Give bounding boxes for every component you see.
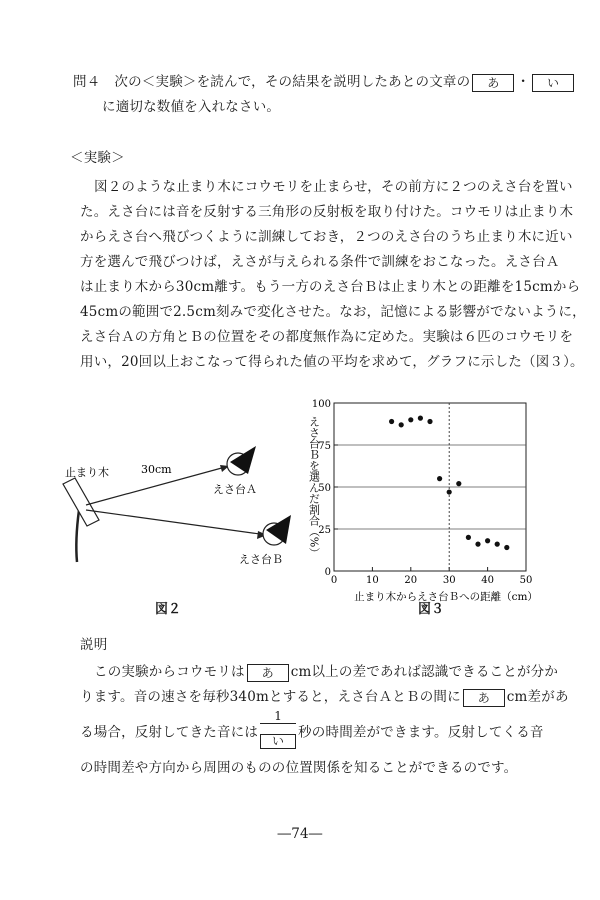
x-tick-label: 40 xyxy=(481,575,494,586)
feeder-b-icon xyxy=(263,515,291,545)
experiment-line: た。えさ台には音を反射する三角形の反射板を取り付けた。コウモリは止まり木 xyxy=(80,204,574,220)
x-tick-label: 10 xyxy=(366,575,379,586)
y-tick-label: 50 xyxy=(318,483,331,494)
question-text: 次の＜実験＞を読んで，その結果を説明したあとの文章の xyxy=(114,74,471,90)
data-point xyxy=(447,489,452,494)
perch-label: 止まり木 xyxy=(65,466,109,479)
x-tick-label: 30 xyxy=(442,575,456,586)
data-point xyxy=(466,535,471,540)
data-point xyxy=(485,538,490,543)
data-point xyxy=(389,419,394,424)
fraction-numerator: 1 xyxy=(260,710,296,724)
data-point xyxy=(475,542,480,547)
figure-2-diagram xyxy=(55,440,315,580)
explanation-line-1: この実験からコウモリは あ cm以上の差であれば認識できることが分か xyxy=(94,664,559,680)
answer-box-i: い xyxy=(260,734,296,749)
data-point xyxy=(437,476,442,481)
explanation-line-3: る場合，反射してきた音には $\frac{1}{\text{い}}$ 秒の時間差ができます。反射してくる音 xyxy=(80,710,569,756)
answer-box-a: あ xyxy=(472,74,514,92)
figure-3-chart xyxy=(300,395,545,610)
y-tick-label: 75 xyxy=(318,441,331,452)
feeder-a-label: えさ台Ａ xyxy=(213,483,257,496)
experiment-line: えさ台Ａの方角とＢの位置をその都度無作為に定めた。実験は６匹のコウモリを xyxy=(80,329,574,345)
question-number: 問４ xyxy=(73,74,101,90)
page-number: ―74― xyxy=(277,826,323,842)
experiment-heading: ＜実験＞ xyxy=(70,150,125,166)
explanation-line-4: の時間差や方向から周囲のものの位置関係を知ることができるのです。 xyxy=(80,760,518,776)
experiment-body xyxy=(80,175,586,375)
distance-label: 30cm xyxy=(141,463,172,476)
answer-box-i: い xyxy=(532,74,574,92)
data-point xyxy=(408,417,413,422)
experiment-line: 方を選んで飛びつけば，えさが与えられる条件で訓練をおこなった。えさ台Ａ xyxy=(80,254,560,270)
data-point xyxy=(495,542,500,547)
arrow-to-feeder-b xyxy=(86,510,267,535)
perch-stick xyxy=(76,510,79,562)
feeder-b-label: えさ台Ｂ xyxy=(239,553,283,566)
question-line-1 xyxy=(73,70,576,95)
y-tick-label: 100 xyxy=(311,399,331,410)
data-point xyxy=(418,416,423,421)
x-axis-label: 止まり木からえさ台Ｂへの距離（cm） xyxy=(354,591,538,603)
experiment-line: は止まり木から30cm離す。もう一方のえさ台Ｂは止まり木との距離を15cmから xyxy=(80,279,581,295)
answer-box-a: あ xyxy=(463,689,505,707)
x-tick-label: 20 xyxy=(404,575,418,586)
data-point xyxy=(399,422,404,427)
separator: ・ xyxy=(516,74,531,90)
figure-2-caption: 図２ xyxy=(155,602,182,617)
x-tick-label: 50 xyxy=(519,575,533,586)
x-tick-label: 0 xyxy=(330,575,338,586)
experiment-line: 図２のような止まり木にコウモリを止まらせ，その前方に２つのえさ台を置い xyxy=(94,179,573,195)
explanation-line-2: ります。音の速さを毎秒340mとすると，えさ台ＡとＢの間に あ cm差があ xyxy=(80,689,569,705)
perch-board xyxy=(63,478,99,526)
figure-3-caption: 図３ xyxy=(418,602,445,617)
data-point xyxy=(456,481,461,486)
y-axis-label: えさ台Ｂを選んだ割合（%） xyxy=(307,415,321,559)
experiment-line: 45cmの範囲で2.5cm刻みで変化させた。なお，記憶による影響がでないように， xyxy=(80,304,586,320)
explanation-heading: 説明 xyxy=(80,637,108,653)
explanation-body xyxy=(80,660,569,781)
question-line-2: に適切な数値を入れなさい。 xyxy=(102,99,281,115)
y-tick-label: 25 xyxy=(318,525,331,536)
data-point xyxy=(427,419,432,424)
experiment-line: 用い，20回以上おこなって得られた値の平均を求めて，グラフに示した（図３）。 xyxy=(80,354,584,370)
answer-box-a: あ xyxy=(247,664,289,682)
fraction xyxy=(260,710,296,756)
data-point xyxy=(504,545,509,550)
experiment-line: からえさ台へ飛びつくように訓練しておき，２つのえさ台のうち止まり木に近い xyxy=(80,229,573,245)
y-tick-label: 0 xyxy=(324,567,331,578)
feeder-a-icon xyxy=(227,446,256,475)
